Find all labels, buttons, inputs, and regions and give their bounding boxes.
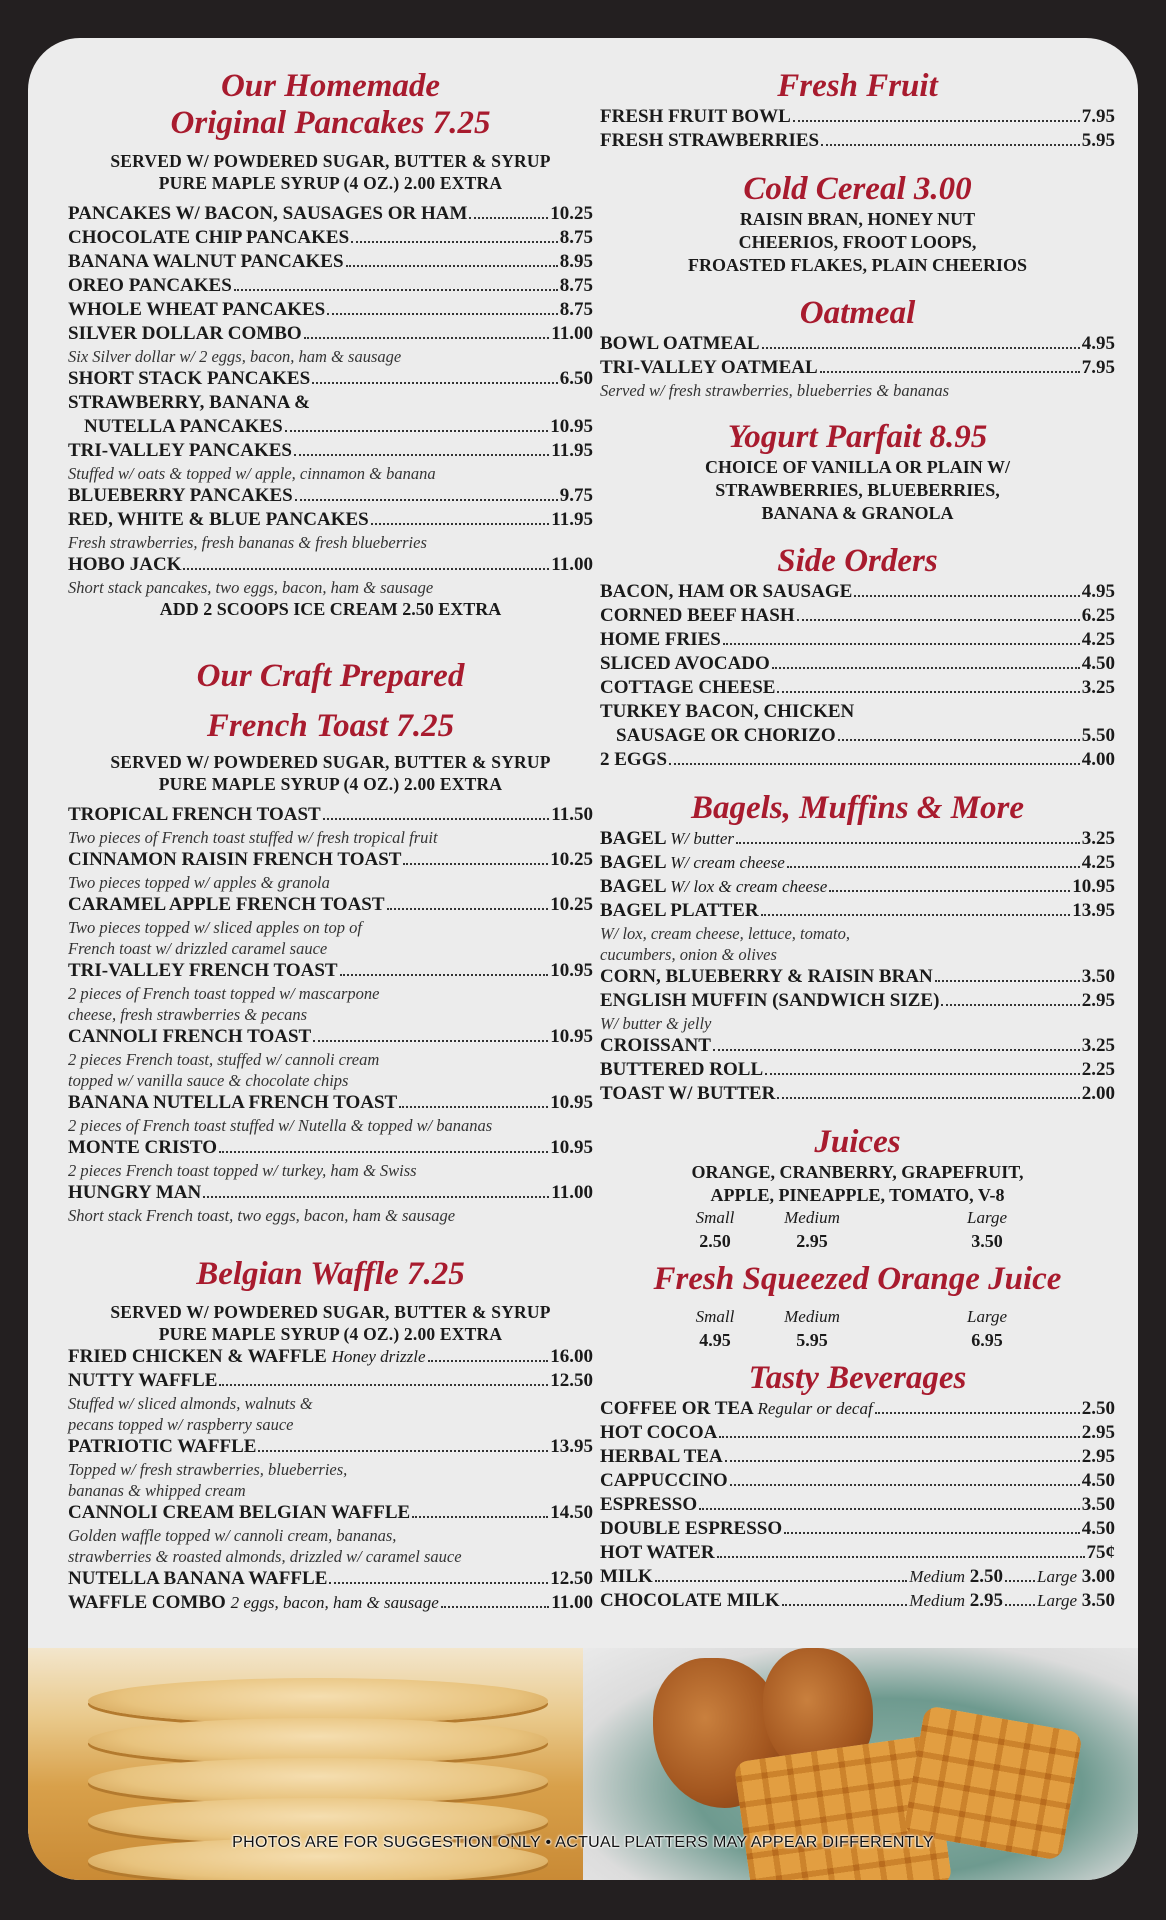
menu-item: DOUBLE ESPRESSO 4.50 bbox=[600, 1518, 1115, 1539]
menu-item: BAGEL W/ butter 3.25 bbox=[600, 828, 1115, 849]
menu-item: TOAST W/ BUTTER 2.00 bbox=[600, 1083, 1115, 1104]
menu-item: CARAMEL APPLE FRENCH TOAST 10.25 bbox=[68, 894, 593, 915]
cereal-list: CHEERIOS, FROOT LOOPS, bbox=[738, 232, 977, 252]
oj-sizes bbox=[600, 1306, 1115, 1352]
menu-item: CINNAMON RAISIN FRENCH TOAST 10.25 bbox=[68, 849, 593, 870]
menu-item: PANCAKES W/ BACON, SAUSAGES OR HAM 10.25 bbox=[68, 203, 593, 224]
fresh-fruit-heading: Fresh Fruit bbox=[777, 68, 938, 104]
ice-cream-note: ADD 2 SCOOPS ICE CREAM 2.50 EXTRA bbox=[159, 599, 502, 619]
menu-item: WAFFLE COMBO 2 eggs, bacon, ham & sausage 11.00 bbox=[68, 1592, 593, 1613]
sides-heading: Side Orders bbox=[777, 543, 938, 579]
left-column bbox=[68, 68, 593, 1615]
menu-item: ESPRESSO 3.50 bbox=[600, 1494, 1115, 1515]
menu-item: SHORT STACK PANCAKES 6.50 bbox=[68, 368, 593, 389]
pancakes-syrup-note: PURE MAPLE SYRUP (4 OZ.) 2.00 EXTRA bbox=[158, 173, 503, 193]
menu-item: TRI-VALLEY PANCAKES 11.95 bbox=[68, 440, 593, 461]
item-description: W/ lox, cream cheese, lettuce, tomato, bbox=[600, 924, 851, 943]
size-large: Large 6.95 bbox=[967, 1307, 1007, 1350]
menu-item: MILK Medium 2.50 Large 3.00 bbox=[600, 1566, 1115, 1587]
menu-item: CHOCOLATE CHIP PANCAKES 8.75 bbox=[68, 227, 593, 248]
menu-item: HOBO JACK 11.00 bbox=[68, 554, 593, 575]
size-large: Large 3.50 bbox=[967, 1208, 1007, 1251]
parfait-desc: STRAWBERRIES, BLUEBERRIES, bbox=[715, 480, 1000, 500]
item-description: cheese, fresh strawberries & pecans bbox=[68, 1005, 308, 1024]
item-description: pecans topped w/ raspberry sauce bbox=[68, 1415, 294, 1434]
waffle-heading: Belgian Waffle 7.25 bbox=[196, 1256, 465, 1292]
juices-heading: Juices bbox=[814, 1124, 901, 1160]
menu-item: HOT COCOA 2.95 bbox=[600, 1422, 1115, 1443]
menu-item: HOT WATER 75¢ bbox=[600, 1542, 1115, 1563]
menu-item: BAGEL W/ cream cheese 4.25 bbox=[600, 852, 1115, 873]
juice-list: APPLE, PINEAPPLE, TOMATO, V-8 bbox=[710, 1185, 1005, 1205]
menu-item: CORNED BEEF HASH 6.25 bbox=[600, 605, 1115, 626]
menu-item: BOWL OATMEAL 4.95 bbox=[600, 333, 1115, 354]
beverages-heading: Tasty Beverages bbox=[748, 1360, 967, 1396]
menu-item: BANANA WALNUT PANCAKES 8.95 bbox=[68, 251, 593, 272]
menu-item: CANNOLI CREAM BELGIAN WAFFLE 14.50 bbox=[68, 1502, 593, 1523]
parfait-desc: BANANA & GRANOLA bbox=[761, 503, 954, 523]
menu-item: FRIED CHICKEN & WAFFLE Honey drizzle 16.00 bbox=[68, 1346, 593, 1367]
item-description: Two pieces topped w/ sliced apples on top of bbox=[68, 918, 362, 937]
oatmeal-heading: Oatmeal bbox=[799, 295, 916, 331]
juice-list: ORANGE, CRANBERRY, GRAPEFRUIT, bbox=[691, 1162, 1024, 1182]
menu-item: NUTELLA PANCAKES 10.95 bbox=[84, 416, 593, 437]
menu-item: COTTAGE CHEESE 3.25 bbox=[600, 677, 1115, 698]
menu-item: BLUEBERRY PANCAKES 9.75 bbox=[68, 485, 593, 506]
item-description: French toast w/ drizzled caramel sauce bbox=[68, 939, 328, 958]
item-description: 2 pieces of French toast stuffed w/ Nutella & topped w/ bananas bbox=[68, 1116, 493, 1135]
parfait-heading: Yogurt Parfait 8.95 bbox=[727, 419, 988, 455]
menu-item: SILVER DOLLAR COMBO 11.00 bbox=[68, 323, 593, 344]
menu-item: NUTELLA BANANA WAFFLE 12.50 bbox=[68, 1568, 593, 1589]
menu-item: COFFEE OR TEA Regular or decaf 2.50 bbox=[600, 1398, 1115, 1419]
menu-item: TRI-VALLEY OATMEAL 7.95 bbox=[600, 357, 1115, 378]
item-description: 2 pieces of French toast topped w/ mascarpone bbox=[68, 984, 380, 1003]
item-description: Served w/ fresh strawberries, blueberries & bananas bbox=[600, 381, 950, 400]
menu-item: CAPPUCCINO 4.50 bbox=[600, 1470, 1115, 1491]
item-description: strawberries & roasted almonds, drizzled w/ caramel sauce bbox=[68, 1547, 462, 1566]
menu-item: WHOLE WHEAT PANCAKES 8.75 bbox=[68, 299, 593, 320]
cereal-heading: Cold Cereal 3.00 bbox=[743, 171, 972, 207]
menu-item: CROISSANT 3.25 bbox=[600, 1035, 1115, 1056]
menu-item: CHOCOLATE MILK Medium 2.95 Large 3.50 bbox=[600, 1590, 1115, 1611]
menu-page bbox=[28, 38, 1138, 1880]
menu-item: ENGLISH MUFFIN (SANDWICH SIZE) 2.95 bbox=[600, 990, 1115, 1011]
menu-item: MONTE CRISTO 10.95 bbox=[68, 1137, 593, 1158]
french-toast-note: SERVED W/ POWDERED SUGAR, BUTTER & SYRUP bbox=[110, 752, 551, 772]
menu-item: CANNOLI FRENCH TOAST 10.95 bbox=[68, 1026, 593, 1047]
cereal-list: FROASTED FLAKES, PLAIN CHEERIOS bbox=[687, 255, 1028, 275]
menu-item: TRI-VALLEY FRENCH TOAST 10.95 bbox=[68, 960, 593, 981]
item-description: Six Silver dollar w/ 2 eggs, bacon, ham & sausage bbox=[68, 347, 402, 366]
menu-item: CORN, BLUEBERRY & RAISIN BRAN 3.50 bbox=[600, 966, 1115, 987]
item-description: Topped w/ fresh strawberries, blueberries, bbox=[68, 1460, 348, 1479]
size-medium: Medium 5.95 bbox=[784, 1307, 840, 1350]
menu-item: PATRIOTIC WAFFLE 13.95 bbox=[68, 1436, 593, 1457]
item-description: Golden waffle topped w/ cannoli cream, bananas, bbox=[68, 1526, 397, 1545]
cereal-list: RAISIN BRAN, HONEY NUT bbox=[739, 209, 976, 229]
photo-disclaimer: PHOTOS ARE FOR SUGGESTION ONLY • ACTUAL PLATTERS MAY APPEAR DIFFERENTLY bbox=[232, 1834, 934, 1851]
menu-item-name: TURKEY BACON, CHICKEN bbox=[600, 701, 855, 722]
item-description: cucumbers, onion & olives bbox=[600, 945, 777, 964]
waffle-note: SERVED W/ POWDERED SUGAR, BUTTER & SYRUP bbox=[110, 1302, 551, 1322]
menu-item: BACON, HAM OR SAUSAGE 4.95 bbox=[600, 581, 1115, 602]
menu-item: TROPICAL FRENCH TOAST 11.50 bbox=[68, 804, 593, 825]
pancakes-note: SERVED W/ POWDERED SUGAR, BUTTER & SYRUP bbox=[110, 151, 551, 171]
size-small: Small 2.50 bbox=[695, 1208, 735, 1251]
pancakes-heading: Our Homemade Original Pancakes 7.25 bbox=[170, 68, 491, 141]
oj-heading: Fresh Squeezed Orange Juice bbox=[653, 1261, 1062, 1297]
menu-item: RED, WHITE & BLUE PANCAKES 11.95 bbox=[68, 509, 593, 530]
item-description: topped w/ vanilla sauce & chocolate chips bbox=[68, 1071, 349, 1090]
menu-item: SAUSAGE OR CHORIZO 5.50 bbox=[616, 725, 1115, 746]
parfait-desc: CHOICE OF VANILLA OR PLAIN W/ bbox=[705, 457, 1010, 477]
menu-item: BAGEL PLATTER 13.95 bbox=[600, 900, 1115, 921]
menu-item: 2 EGGS 4.00 bbox=[600, 749, 1115, 770]
menu-item-name: STRAWBERRY, BANANA & bbox=[68, 392, 310, 413]
menu-item: NUTTY WAFFLE 12.50 bbox=[68, 1370, 593, 1391]
item-description: 2 pieces French toast topped w/ turkey, ham & Swiss bbox=[68, 1161, 417, 1180]
item-description: Fresh strawberries, fresh bananas & fresh blueberries bbox=[68, 533, 427, 552]
item-description: Short stack pancakes, two eggs, bacon, ham & sausage bbox=[68, 578, 434, 597]
item-description: Two pieces topped w/ apples & granola bbox=[68, 873, 330, 892]
menu-item: BAGEL W/ lox & cream cheese 10.95 bbox=[600, 876, 1115, 897]
menu-item: OREO PANCAKES 8.75 bbox=[68, 275, 593, 296]
right-column bbox=[600, 68, 1115, 1613]
item-description: Short stack French toast, two eggs, bacon, ham & sausage bbox=[68, 1206, 456, 1225]
bagels-heading: Bagels, Muffins & More bbox=[690, 790, 1025, 826]
menu-item: FRESH STRAWBERRIES 5.95 bbox=[600, 130, 1115, 151]
french-toast-heading: Our Craft Prepared French Toast 7.25 bbox=[196, 658, 465, 744]
french-toast-syrup-note: PURE MAPLE SYRUP (4 OZ.) 2.00 EXTRA bbox=[158, 774, 503, 794]
menu-item: BUTTERED ROLL 2.25 bbox=[600, 1059, 1115, 1080]
menu-item: HERBAL TEA 2.95 bbox=[600, 1446, 1115, 1467]
item-description: bananas & whipped cream bbox=[68, 1481, 246, 1500]
item-description: Stuffed w/ oats & topped w/ apple, cinnamon & banana bbox=[68, 464, 436, 483]
menu-item: HUNGRY MAN 11.00 bbox=[68, 1182, 593, 1203]
menu-item: FRESH FRUIT BOWL 7.95 bbox=[600, 106, 1115, 127]
menu-item: HOME FRIES 4.25 bbox=[600, 629, 1115, 650]
item-description: 2 pieces French toast, stuffed w/ cannoli cream bbox=[68, 1050, 380, 1069]
item-description: Two pieces of French toast stuffed w/ fresh tropical fruit bbox=[68, 828, 438, 847]
menu-item: BANANA NUTELLA FRENCH TOAST 10.95 bbox=[68, 1092, 593, 1113]
item-description: W/ butter & jelly bbox=[600, 1014, 712, 1033]
waffle-syrup-note: PURE MAPLE SYRUP (4 OZ.) 2.00 EXTRA bbox=[158, 1324, 503, 1344]
item-description: Stuffed w/ sliced almonds, walnuts & bbox=[68, 1394, 313, 1413]
size-medium: Medium 2.95 bbox=[784, 1208, 840, 1251]
size-small: Small 4.95 bbox=[695, 1307, 735, 1350]
juice-sizes bbox=[600, 1207, 1115, 1253]
menu-item: SLICED AVOCADO 4.50 bbox=[600, 653, 1115, 674]
